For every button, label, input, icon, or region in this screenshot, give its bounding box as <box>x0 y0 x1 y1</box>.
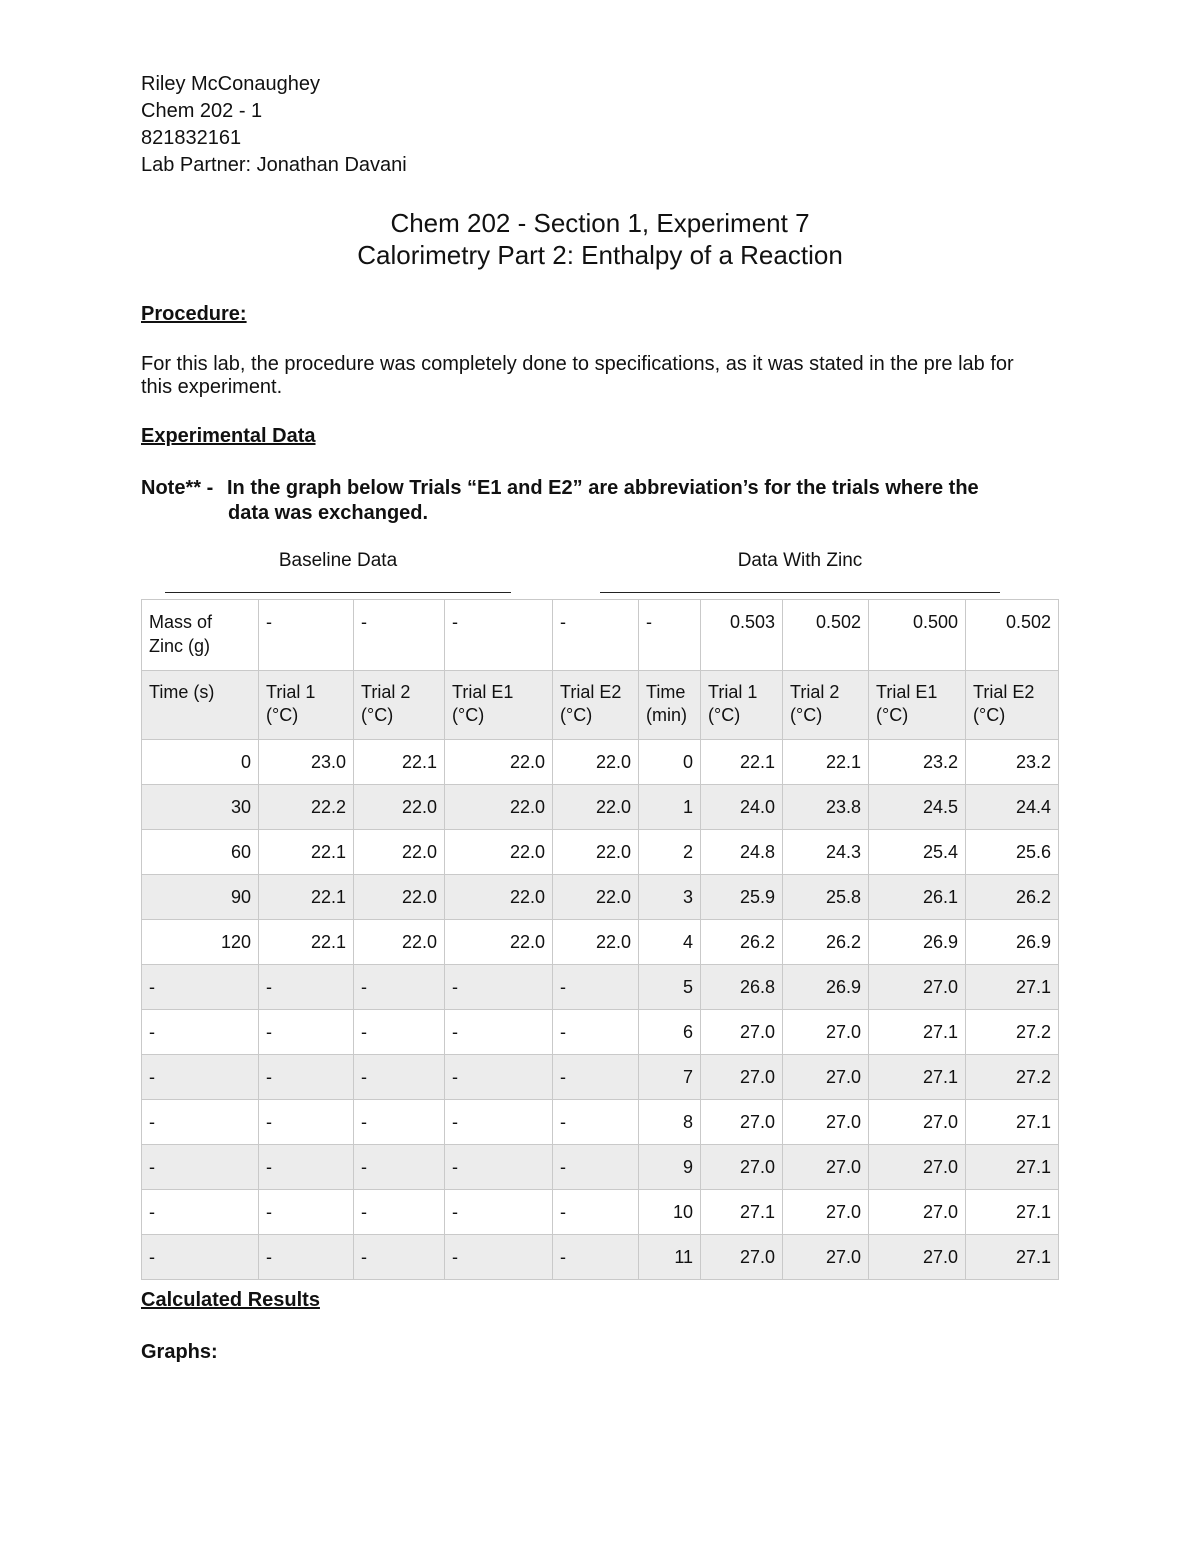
table-cell: 27.1 <box>869 1055 966 1100</box>
table-row <box>142 1235 1059 1280</box>
table-cell: - <box>259 1145 354 1190</box>
table-cell: 22.0 <box>445 920 553 965</box>
table-cell: 27.1 <box>966 965 1059 1010</box>
author-block <box>141 71 407 179</box>
table-cell: - <box>259 1190 354 1235</box>
table-cell: - <box>259 1010 354 1055</box>
table-row <box>142 1055 1059 1100</box>
table-cell: 120 <box>142 920 259 965</box>
table-cell: 60 <box>142 830 259 875</box>
table-cell: - <box>259 1235 354 1280</box>
table-cell: 0.502 <box>966 600 1059 671</box>
table-cell: - <box>553 1055 639 1100</box>
table-cell: 26.2 <box>966 875 1059 920</box>
table-cell: 30 <box>142 785 259 830</box>
table-cell: 24.4 <box>966 785 1059 830</box>
table-cell: - <box>445 965 553 1010</box>
table-cell: 22.0 <box>553 920 639 965</box>
table-cell: 26.9 <box>869 920 966 965</box>
table-cell: 26.9 <box>783 965 869 1010</box>
table-cell: 0 <box>142 740 259 785</box>
table-cell: - <box>142 1100 259 1145</box>
table-cell: 23.0 <box>259 740 354 785</box>
column-header: Time (min) <box>639 671 701 740</box>
table-cell: 0.503 <box>701 600 783 671</box>
table-cell: 27.1 <box>966 1235 1059 1280</box>
table-cell: Mass of Zinc (g) <box>142 600 259 671</box>
column-header: Trial E2 (°C) <box>553 671 639 740</box>
author-name: Riley McConaughey <box>141 73 320 95</box>
table-cell: - <box>553 600 639 671</box>
calculated-results-heading: Calculated Results <box>141 1289 320 1311</box>
table-cell: 2 <box>639 830 701 875</box>
table-row <box>142 830 1059 875</box>
table-cell: 22.1 <box>701 740 783 785</box>
table-cell: - <box>553 1190 639 1235</box>
mass-row <box>142 600 1059 671</box>
table-cell: 22.0 <box>354 875 445 920</box>
table-cell: - <box>445 1100 553 1145</box>
table-cell: 7 <box>639 1055 701 1100</box>
table-cell: - <box>553 965 639 1010</box>
table-cell: 22.0 <box>553 875 639 920</box>
table-cell: - <box>553 1235 639 1280</box>
table-cell: 0.502 <box>783 600 869 671</box>
table-cell: 4 <box>639 920 701 965</box>
table-cell: 24.3 <box>783 830 869 875</box>
table-cell: - <box>639 600 701 671</box>
table-cell: 27.0 <box>783 1055 869 1100</box>
note-label: Note** - <box>141 477 214 499</box>
table-cell: 26.8 <box>701 965 783 1010</box>
table-cell: 22.1 <box>259 830 354 875</box>
table-cell: - <box>445 1055 553 1100</box>
table-cell: 25.4 <box>869 830 966 875</box>
table-cell: 27.0 <box>701 1010 783 1055</box>
table-body <box>142 600 1059 1280</box>
table-cell: - <box>354 600 445 671</box>
title-line-2: Calorimetry Part 2: Enthalpy of a Reaction <box>357 240 843 270</box>
table-cell: - <box>259 600 354 671</box>
experimental-data-heading: Experimental Data <box>141 425 316 447</box>
table-cell: - <box>142 965 259 1010</box>
table-cell: 22.0 <box>553 830 639 875</box>
experimental-data-table <box>141 599 1059 1280</box>
table-cell: 23.2 <box>869 740 966 785</box>
table-cell: 27.2 <box>966 1055 1059 1100</box>
column-header: Trial E1 (°C) <box>445 671 553 740</box>
table-row <box>142 1100 1059 1145</box>
zinc-divider <box>600 592 1000 593</box>
column-header: Trial 1 (°C) <box>259 671 354 740</box>
lab-partner: Lab Partner: Jonathan Davani <box>141 154 407 176</box>
table-cell: 27.0 <box>869 1235 966 1280</box>
table-cell: - <box>142 1235 259 1280</box>
zinc-data-caption: Data With Zinc <box>737 550 863 571</box>
table-row <box>142 1145 1059 1190</box>
table-row <box>142 740 1059 785</box>
table-cell: 9 <box>639 1145 701 1190</box>
procedure-heading: Procedure: <box>141 303 247 325</box>
table-cell: 27.0 <box>783 1010 869 1055</box>
header-row <box>142 671 1059 740</box>
table-cell: - <box>553 1145 639 1190</box>
table-cell: - <box>142 1190 259 1235</box>
table-cell: - <box>445 1010 553 1055</box>
table-cell: 23.2 <box>966 740 1059 785</box>
table-cell: 27.1 <box>869 1010 966 1055</box>
table-cell: 27.0 <box>783 1235 869 1280</box>
course-code: Chem 202 - 1 <box>141 100 263 122</box>
table-cell: 27.0 <box>701 1100 783 1145</box>
note <box>141 476 1061 526</box>
title-line-1: Chem 202 - Section 1, Experiment 7 <box>390 208 810 238</box>
table-cell: - <box>259 1100 354 1145</box>
table-cell: 24.5 <box>869 785 966 830</box>
table-cell: - <box>445 600 553 671</box>
table-cell: 3 <box>639 875 701 920</box>
table-cell: - <box>354 1235 445 1280</box>
table-cell: 27.0 <box>701 1235 783 1280</box>
table-cell: - <box>259 1055 354 1100</box>
table-row <box>142 920 1059 965</box>
baseline-divider <box>165 592 511 593</box>
procedure-text: For this lab, the procedure was completely done to specifications, as it was stated in the pre lab for this experiment. <box>141 353 1014 398</box>
table-cell: 27.0 <box>701 1145 783 1190</box>
table-cell: 26.9 <box>966 920 1059 965</box>
table-cell: 0 <box>639 740 701 785</box>
document-title <box>0 207 1200 271</box>
table-row <box>142 1010 1059 1055</box>
table-cell: 22.1 <box>259 875 354 920</box>
table-cell: 22.1 <box>259 920 354 965</box>
table-cell: - <box>553 1010 639 1055</box>
table-cell: 26.2 <box>701 920 783 965</box>
table-cell: - <box>142 1010 259 1055</box>
table-cell: 22.1 <box>783 740 869 785</box>
table-cell: 27.0 <box>783 1100 869 1145</box>
table-cell: - <box>354 1100 445 1145</box>
table-cell: 22.0 <box>445 830 553 875</box>
table-cell: 22.0 <box>354 920 445 965</box>
table-row <box>142 1190 1059 1235</box>
column-header: Time (s) <box>142 671 259 740</box>
table-cell: 25.6 <box>966 830 1059 875</box>
table-cell: 27.0 <box>701 1055 783 1100</box>
table-row <box>142 875 1059 920</box>
table-cell: 27.0 <box>869 1100 966 1145</box>
table-cell: 24.0 <box>701 785 783 830</box>
table-cell: - <box>354 1145 445 1190</box>
column-header: Trial 2 (°C) <box>354 671 445 740</box>
table-cell: 26.2 <box>783 920 869 965</box>
table-cell: 27.0 <box>869 965 966 1010</box>
table-cell: 22.0 <box>354 785 445 830</box>
table-cell: 22.0 <box>445 875 553 920</box>
note-line-2: data was exchanged. <box>228 502 429 524</box>
table-cell: 22.0 <box>354 830 445 875</box>
table-cell: - <box>445 1190 553 1235</box>
table-cell: 27.1 <box>966 1100 1059 1145</box>
table-row <box>142 965 1059 1010</box>
table-cell: - <box>553 1100 639 1145</box>
table-cell: 10 <box>639 1190 701 1235</box>
table-cell: 23.8 <box>783 785 869 830</box>
table-row <box>142 785 1059 830</box>
table-cell: 22.1 <box>354 740 445 785</box>
table-cell: - <box>354 1055 445 1100</box>
column-header: Trial E1 (°C) <box>869 671 966 740</box>
table-cell: 27.0 <box>869 1190 966 1235</box>
table-cell: 26.1 <box>869 875 966 920</box>
column-header: Trial E2 (°C) <box>966 671 1059 740</box>
table-cell: - <box>354 1190 445 1235</box>
baseline-data-caption: Baseline Data <box>278 550 398 571</box>
table-cell: 27.0 <box>869 1145 966 1190</box>
table-cell: 6 <box>639 1010 701 1055</box>
table-cell: 25.8 <box>783 875 869 920</box>
column-header: Trial 2 (°C) <box>783 671 869 740</box>
student-id: 821832161 <box>141 127 242 149</box>
table-cell: 22.0 <box>553 740 639 785</box>
column-header: Trial 1 (°C) <box>701 671 783 740</box>
table-cell: - <box>142 1145 259 1190</box>
table-cell: 0.500 <box>869 600 966 671</box>
table-cell: - <box>354 1010 445 1055</box>
table-cell: 1 <box>639 785 701 830</box>
table-cell: 27.0 <box>783 1190 869 1235</box>
table-cell: - <box>259 965 354 1010</box>
table-cell: 22.0 <box>445 740 553 785</box>
table-cell: 22.0 <box>445 785 553 830</box>
table-cell: 24.8 <box>701 830 783 875</box>
table-cell: 22.2 <box>259 785 354 830</box>
table-cell: 27.1 <box>966 1190 1059 1235</box>
table-cell: 22.0 <box>553 785 639 830</box>
table-cell: - <box>354 965 445 1010</box>
table-cell: 27.2 <box>966 1010 1059 1055</box>
note-line-1: In the graph below Trials “E1 and E2” are abbreviation’s for the trials where the <box>227 477 979 499</box>
table-cell: 8 <box>639 1100 701 1145</box>
table-cell: 90 <box>142 875 259 920</box>
table-cell: - <box>142 1055 259 1100</box>
table-cell: 25.9 <box>701 875 783 920</box>
table-cell: 27.1 <box>701 1190 783 1235</box>
graphs-label: Graphs: <box>141 1341 218 1363</box>
table-cell: - <box>445 1235 553 1280</box>
table-cell: 11 <box>639 1235 701 1280</box>
table-cell: 5 <box>639 965 701 1010</box>
table-cell: - <box>445 1145 553 1190</box>
table-cell: 27.1 <box>966 1145 1059 1190</box>
table-cell: 27.0 <box>783 1145 869 1190</box>
